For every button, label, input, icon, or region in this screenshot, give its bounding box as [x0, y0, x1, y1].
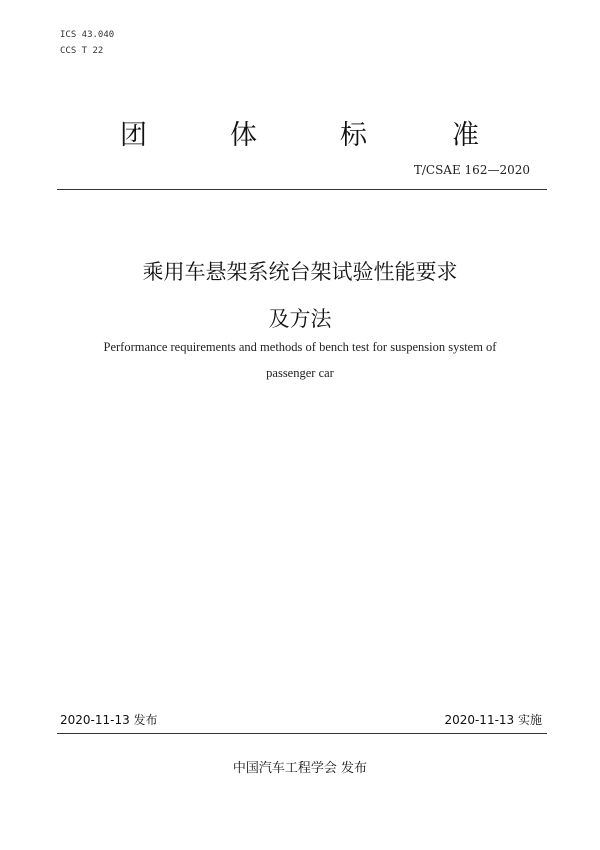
standard-number: T/CSAE 162—2020: [413, 163, 530, 177]
standard-type-char-4: 准: [452, 120, 479, 151]
chinese-title-line-1: 乘用车悬架系统台架试验性能要求: [142, 260, 458, 284]
standard-type-char-1: 团: [120, 120, 147, 151]
top-divider: [57, 189, 547, 190]
english-title-line-2: passenger car: [266, 366, 334, 380]
publisher: 中国汽车工程学会 发布: [232, 761, 368, 776]
ccs-code: CCS T 22: [60, 46, 104, 56]
ics-code: ICS 43.040: [60, 30, 115, 40]
standard-type-char-3: 标: [340, 120, 367, 151]
issue-date: 2020-11-13 发布: [60, 713, 158, 727]
standard-type-char-2: 体: [230, 120, 257, 151]
chinese-title-line-2: 及方法: [268, 307, 332, 331]
english-title-line-1: Performance requirements and methods of bench test for suspension system of: [103, 340, 497, 354]
bottom-divider: [57, 733, 547, 734]
standard-type-heading: [0, 113, 600, 149]
implementation-date: 2020-11-13 实施: [444, 713, 542, 727]
